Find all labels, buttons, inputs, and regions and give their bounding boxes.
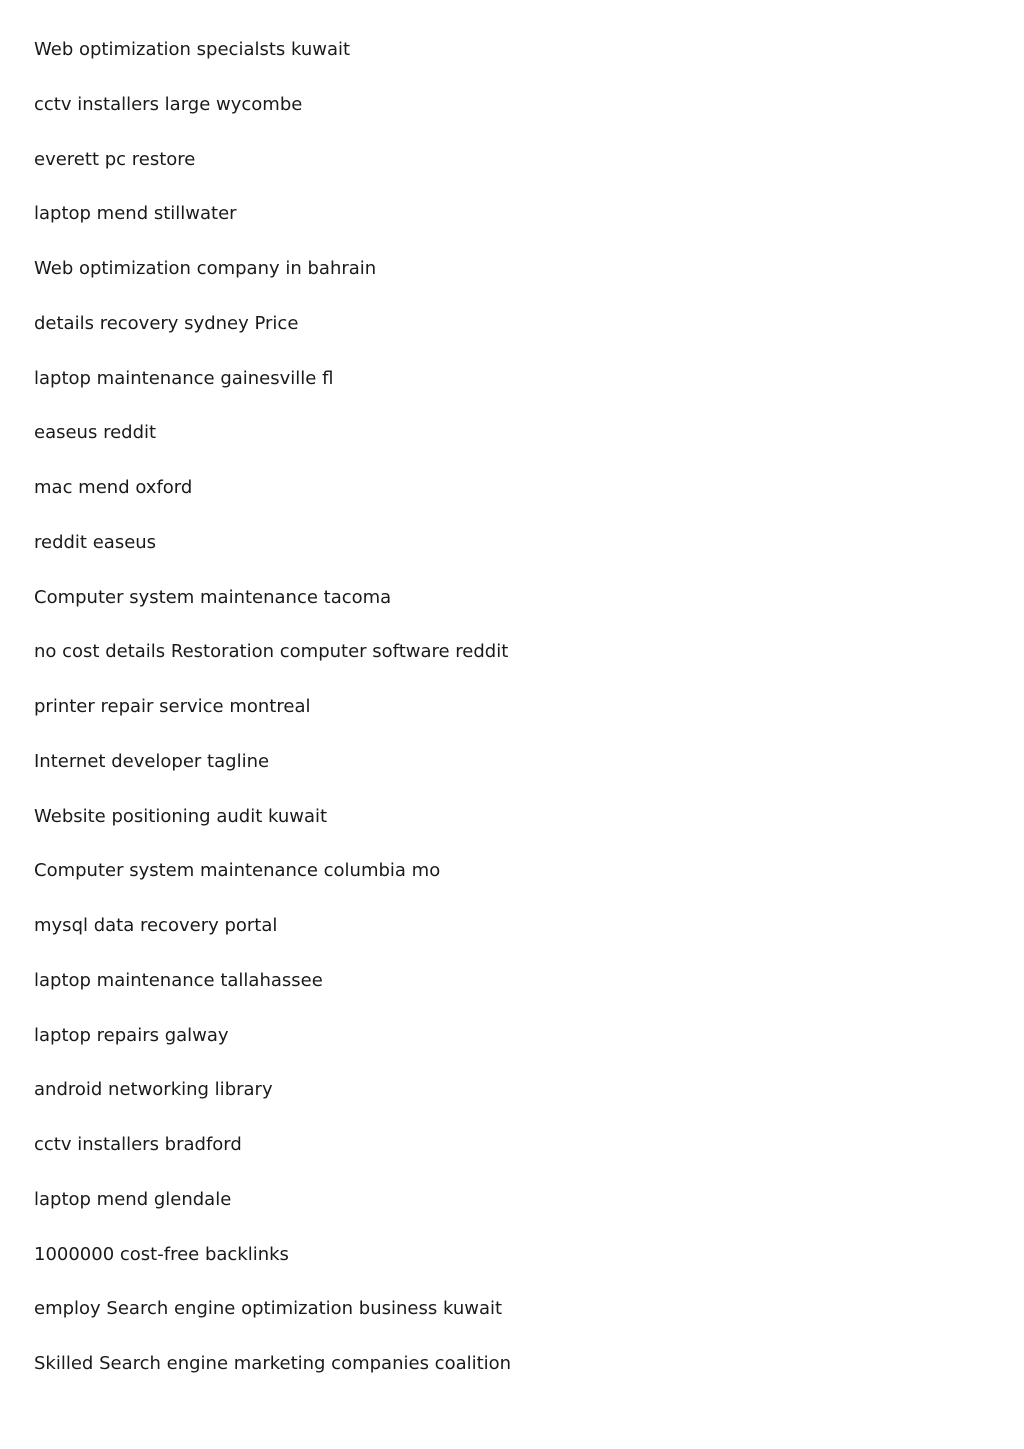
list-item-text: cctv installers large wycombe <box>34 93 303 115</box>
list-item-text: Skilled Search engine marketing companies coalition <box>34 1353 512 1374</box>
list-item <box>34 36 994 91</box>
list-item-text: Computer system maintenance columbia mo <box>34 860 441 882</box>
list-item <box>34 1241 994 1296</box>
keyword-list <box>34 36 994 1405</box>
list-item-text: laptop repairs galway <box>34 1024 229 1046</box>
list-item <box>34 310 994 365</box>
list-item <box>34 1131 994 1186</box>
list-item-text: employ Search engine optimization business kuwait <box>34 1298 503 1320</box>
list-item <box>34 584 994 639</box>
list-item <box>34 748 994 803</box>
list-item-text: mysql data recovery portal <box>34 915 278 936</box>
list-item-text: Web optimization specialsts kuwait <box>34 39 351 60</box>
list-item <box>34 638 994 693</box>
list-item <box>34 1350 994 1405</box>
list-item <box>34 912 994 967</box>
list-item-text: reddit easeus <box>34 531 157 553</box>
list-item <box>34 693 994 748</box>
list-item-text: Web optimization company in bahrain <box>34 258 377 279</box>
list-item-text: mac mend oxford <box>34 477 193 498</box>
list-item <box>34 1186 994 1241</box>
list-item <box>34 529 994 584</box>
list-item <box>34 1295 994 1350</box>
list-item <box>34 857 994 912</box>
list-item-text: laptop mend glendale <box>34 1188 232 1210</box>
list-item-text: details recovery sydney Price <box>34 312 299 334</box>
list-item <box>34 91 994 146</box>
list-item <box>34 200 994 255</box>
list-item-text: laptop maintenance gainesville fl <box>34 367 334 389</box>
list-item-text: 1000000 cost-free backlinks <box>34 1243 289 1265</box>
list-item-text: laptop mend stillwater <box>34 203 237 225</box>
document-body <box>34 36 994 1405</box>
list-item <box>34 967 994 1022</box>
list-item <box>34 474 994 529</box>
list-item <box>34 255 994 310</box>
list-item <box>34 419 994 474</box>
list-item-text: cctv installers bradford <box>34 1134 242 1155</box>
list-item-text: everett pc restore <box>34 148 196 170</box>
list-item-text: no cost details Restoration computer software reddit <box>34 641 509 663</box>
list-item <box>34 1022 994 1077</box>
list-item-text: android networking library <box>34 1079 273 1101</box>
list-item <box>34 1076 994 1131</box>
list-item-text: Computer system maintenance tacoma <box>34 586 392 608</box>
list-item-text: Website positioning audit kuwait <box>34 805 328 827</box>
list-item-text: Internet developer tagline <box>34 750 270 772</box>
list-item <box>34 146 994 201</box>
list-item-text: printer repair service montreal <box>34 696 311 717</box>
list-item <box>34 365 994 420</box>
list-item <box>34 803 994 858</box>
list-item-text: laptop maintenance tallahassee <box>34 969 323 991</box>
list-item-text: easeus reddit <box>34 422 157 444</box>
